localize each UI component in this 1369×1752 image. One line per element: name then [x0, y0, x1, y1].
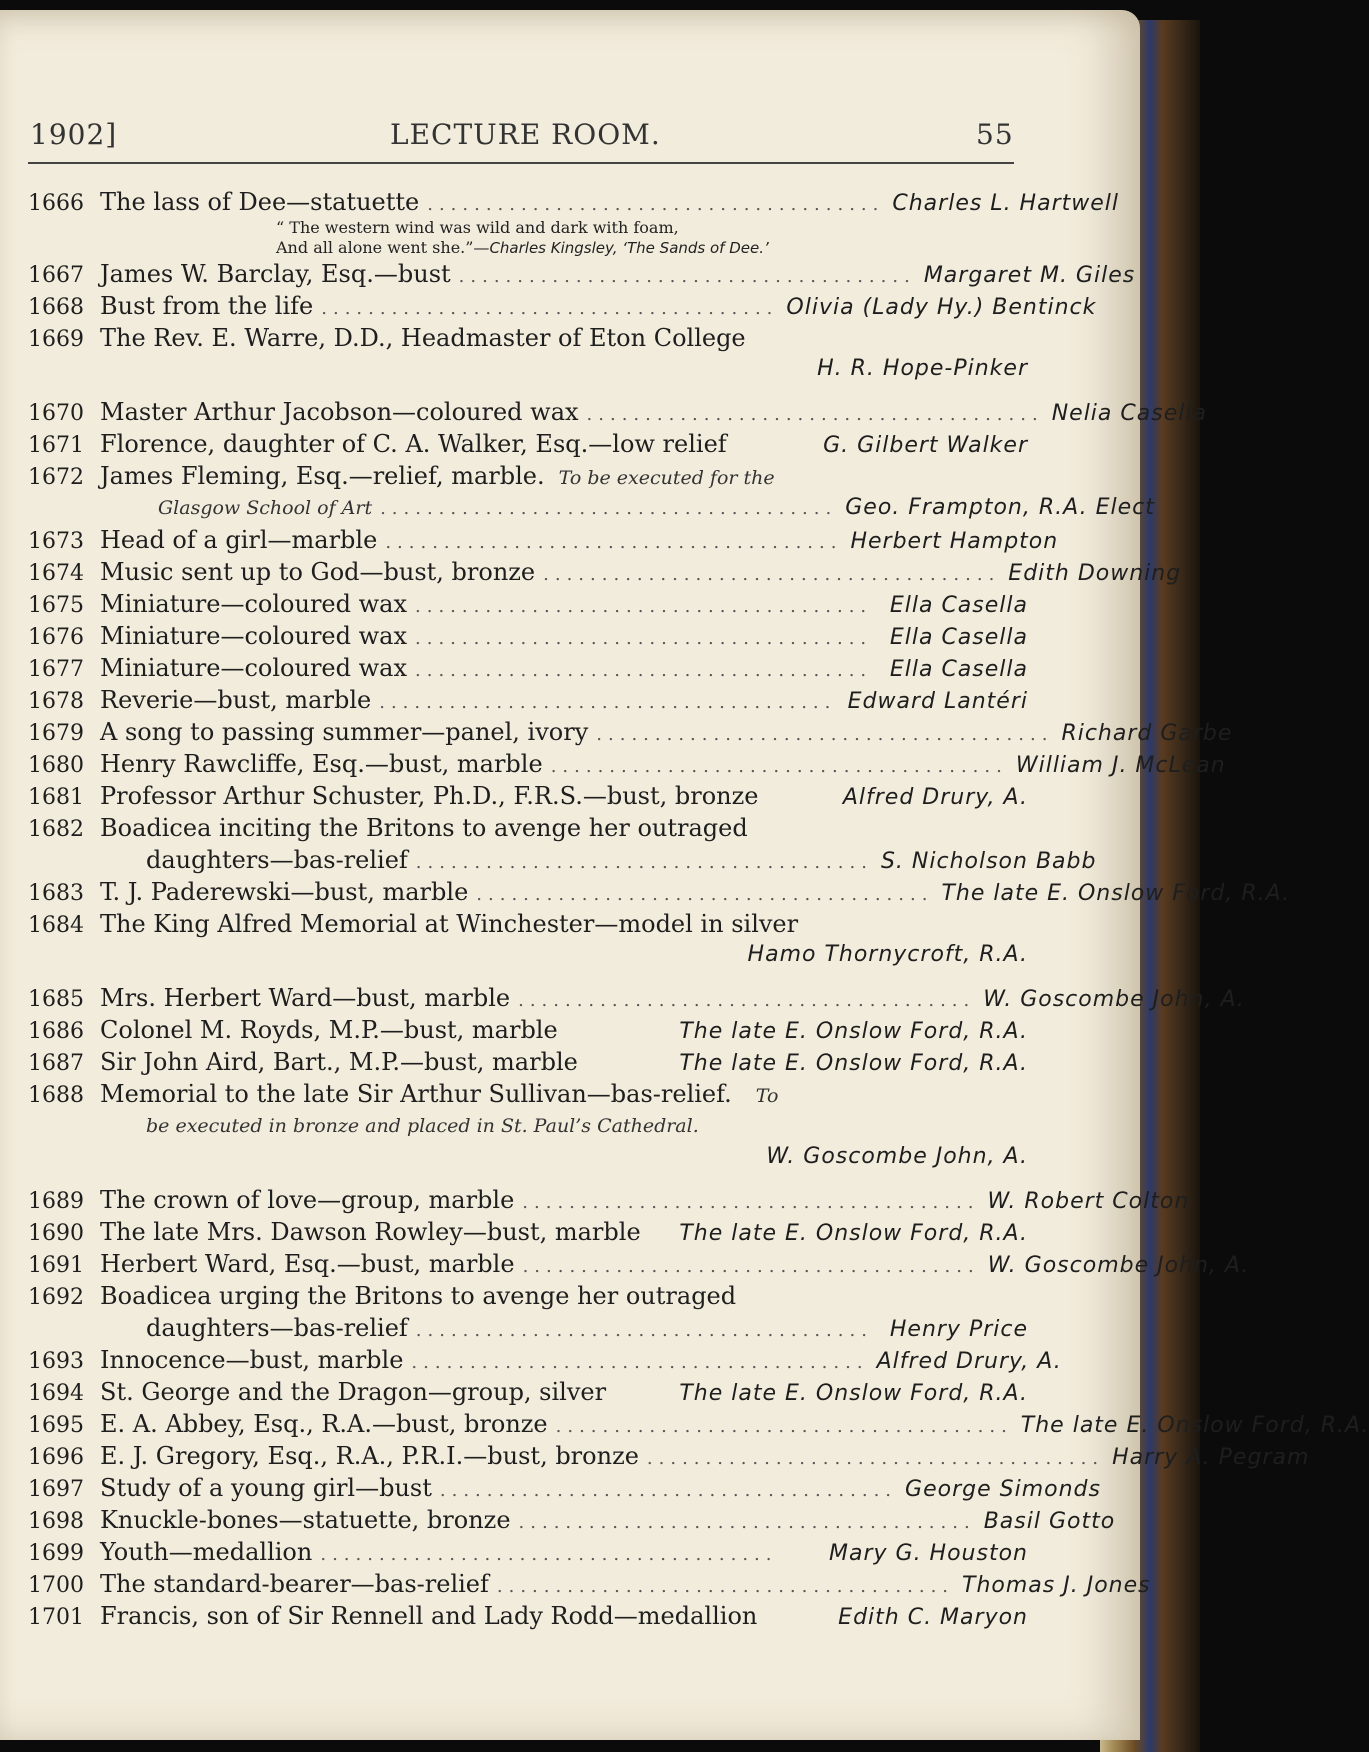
entry-artist: The late E. Onslow Ford, R.A.: [679, 1381, 1028, 1406]
entry-number: 1689: [28, 1189, 84, 1214]
entry-title: Miniature—coloured wax: [100, 622, 407, 650]
entry-number: 1667: [28, 263, 84, 288]
catalogue-entry: [28, 1600, 1028, 1632]
catalogue-entry: 1692 Boadicea urging the Britons to avenge her outraged daughters—bas-relief ....................................... Henry Price: [28, 1280, 1028, 1344]
catalogue-entry: [28, 1014, 1028, 1046]
entry-artist: The late E. Onslow Ford, R.A.: [1020, 1413, 1369, 1438]
entry-artist: Margaret M. Giles: [923, 263, 1136, 288]
entry-title: James Fleming, Esq.—relief, marble.: [100, 462, 545, 490]
entry-artist: S. Nicholson Babb: [880, 849, 1097, 874]
entry-artist: Edward Lantéri: [847, 689, 1028, 714]
entry-number: 1693: [28, 1349, 84, 1374]
entry-title: Boadicea urging the Britons to avenge her outraged: [100, 1282, 737, 1310]
entry-artist: Ella Casella: [889, 593, 1028, 618]
entry-artist: Edith Downing: [1008, 561, 1182, 586]
entry-title: The Rev. E. Warre, D.D., Headmaster of Eton College: [100, 324, 746, 352]
entry-number: 1690: [28, 1221, 84, 1246]
catalogue-entry: [28, 322, 1028, 384]
entry-number: 1681: [28, 785, 84, 810]
entry-number: 1676: [28, 625, 84, 650]
entry-artist: G. Gilbert Walker: [823, 433, 1028, 458]
entry-number: 1670: [28, 401, 84, 426]
entry-title: T. J. Paderewski—bust, marble: [100, 878, 469, 906]
entry-note-continued: Glasgow School of Art: [158, 497, 373, 519]
entry-quote: “ The western wind was wild and dark with foam, And all alone went she.”—Charles Kingsley, ‘The Sands of Dee.’: [276, 218, 769, 257]
entry-artist: Ella Casella: [889, 657, 1028, 682]
header-year: 1902]: [30, 118, 118, 151]
entry-title: Music sent up to God—bust, bronze: [100, 558, 536, 586]
entry-artist: Thomas J. Jones: [962, 1573, 1151, 1598]
entry-title: A song to passing summer—panel, ivory: [100, 718, 589, 746]
entry-artist: Charles L. Hartwell: [892, 191, 1119, 216]
entry-number: 1698: [28, 1509, 84, 1534]
entry-number: 1694: [28, 1381, 84, 1406]
entry-artist: Nelia Casella: [1051, 401, 1207, 426]
entry-title: Sir John Aird, Bart., M.P.—bust, marble: [100, 1048, 578, 1076]
entry-title: Miniature—coloured wax: [100, 590, 407, 618]
catalogue-entry: [28, 780, 1028, 812]
catalogue-entry: 1691 Herbert Ward, Esq.—bust, marble ....................................... W. Goscombe John, A.: [28, 1248, 1028, 1280]
catalogue-entry: 1676 Miniature—coloured wax ....................................... Ella Casella: [28, 620, 1028, 652]
catalogue-entry: [28, 1078, 1028, 1172]
entry-artist: H. R. Hope-Pinker: [817, 356, 1028, 381]
entry-title: The standard-bearer—bas-relief: [100, 1570, 489, 1598]
entry-title: The crown of love—group, marble: [100, 1186, 515, 1214]
entry-note: To be executed for the: [558, 467, 775, 489]
entry-number: 1672: [28, 465, 84, 490]
entry-artist: W. Robert Colton: [987, 1189, 1190, 1214]
entry-artist: Henry Price: [889, 1317, 1028, 1342]
catalogue-entry: [28, 908, 1028, 970]
entry-artist: The late E. Onslow Ford, R.A.: [679, 1051, 1028, 1076]
entry-number: 1682: [28, 817, 84, 842]
catalogue-entry: 1667 James W. Barclay, Esq.—bust ....................................... Margaret M. Giles: [28, 258, 1028, 290]
catalogue-entry: [28, 1376, 1028, 1408]
entry-note-continued: be executed in bronze and placed in St. Paul’s Cathedral.: [146, 1115, 699, 1137]
entry-artist: W. Goscombe John, A.: [983, 987, 1245, 1012]
entry-artist: Edith C. Maryon: [838, 1605, 1028, 1630]
entry-title: Henry Rawcliffe, Esq.—bust, marble: [100, 750, 543, 778]
catalogue-entry: 1683 T. J. Paderewski—bust, marble ....................................... The late E. Onslow Ford, R.A.: [28, 876, 1028, 908]
entry-number: 1666: [28, 191, 84, 216]
entry-artist: Geo. Frampton, R.A. Elect: [845, 495, 1155, 520]
catalogue-entry: 1679 A song to passing summer—panel, ivory ....................................... Richard Garbe: [28, 716, 1028, 748]
entry-title: Francis, son of Sir Rennell and Lady Rodd—medallion: [100, 1602, 758, 1630]
entry-number: 1691: [28, 1253, 84, 1278]
catalogue-entry: 1678 Reverie—bust, marble ....................................... Edward Lantéri: [28, 684, 1028, 716]
catalogue-entry: [28, 1046, 1028, 1078]
catalogue-entry: 1698 Knuckle-bones—statuette, bronze ....................................... Basil Gotto: [28, 1504, 1028, 1536]
header-title: LECTURE ROOM.: [390, 118, 661, 151]
entry-artist: W. Goscombe John, A.: [987, 1253, 1250, 1278]
entry-number: 1700: [28, 1573, 84, 1598]
entry-number: 1685: [28, 987, 84, 1012]
entry-number: 1677: [28, 657, 84, 682]
header-rule: [28, 162, 1014, 164]
entry-artist: The late E. Onslow Ford, R.A.: [679, 1019, 1028, 1044]
entry-artist: Herbert Hampton: [850, 529, 1059, 554]
entry-title: Mrs. Herbert Ward—bust, marble: [100, 984, 511, 1012]
catalogue-entry: 1673 Head of a girl—marble ....................................... Herbert Hampton: [28, 524, 1028, 556]
entry-artist: Alfred Drury, A.: [842, 785, 1028, 810]
entry-title: Bust from the life: [100, 292, 314, 320]
catalogue-entry: [28, 1216, 1028, 1248]
entry-title: The lass of Dee—statuette: [100, 188, 420, 216]
entry-number: 1699: [28, 1541, 84, 1566]
entry-number: 1701: [28, 1605, 84, 1630]
running-header: [30, 118, 1014, 158]
entry-number: 1697: [28, 1477, 84, 1502]
entry-title: The late Mrs. Dawson Rowley—bust, marble: [100, 1218, 641, 1246]
catalogue-entry: 1700 The standard-bearer—bas-relief ....................................... Thomas J. Jones: [28, 1568, 1028, 1600]
entry-title: St. George and the Dragon—group, silver: [100, 1378, 607, 1406]
entry-number: 1683: [28, 881, 84, 906]
entry-number: 1673: [28, 529, 84, 554]
entry-number: 1680: [28, 753, 84, 778]
entry-artist: Harry A. Pegram: [1112, 1445, 1310, 1470]
catalogue-entry: 1680 Henry Rawcliffe, Esq.—bust, marble ....................................... William J. McLean: [28, 748, 1028, 780]
entry-artist: Hamo Thornycroft, R.A.: [747, 942, 1028, 967]
entry-title: James W. Barclay, Esq.—bust: [100, 260, 451, 288]
entry-title: Head of a girl—marble: [100, 526, 378, 554]
entry-title: Florence, daughter of C. A. Walker, Esq.—low relief: [100, 430, 727, 458]
entry-title: Memorial to the late Sir Arthur Sullivan—bas-relief.: [100, 1080, 732, 1108]
entry-number: 1696: [28, 1445, 84, 1470]
catalogue-entry: 1696 E. J. Gregory, Esq., R.A., P.R.I.—bust, bronze ....................................... Harry A. Pegram: [28, 1440, 1028, 1472]
entry-title: Youth—medallion: [100, 1538, 313, 1566]
catalogue-entry: 1689 The crown of love—group, marble ....................................... W. Robert Colton: [28, 1184, 1028, 1216]
catalogue-entry: 1685 Mrs. Herbert Ward—bust, marble ....................................... W. Goscombe John, A.: [28, 982, 1028, 1014]
entry-artist: Ella Casella: [889, 625, 1028, 650]
entry-title-continued: daughters—bas-relief: [146, 846, 408, 874]
entry-artist: Richard Garbe: [1061, 721, 1233, 746]
entry-title: Reverie—bust, marble: [100, 686, 372, 714]
catalogue-entry: 1670 Master Arthur Jacobson—coloured wax ....................................... Nelia Casella: [28, 396, 1028, 428]
entry-artist: Alfred Drury, A.: [876, 1349, 1062, 1374]
catalogue-entry: 1668 Bust from the life ....................................... Olivia (Lady Hy.) Bentinck: [28, 290, 1028, 322]
page-number: 55: [976, 118, 1014, 151]
entry-title: Innocence—bust, marble: [100, 1346, 404, 1374]
entry-note: To: [755, 1085, 779, 1107]
entry-artist: Basil Gotto: [983, 1509, 1116, 1534]
entry-title: Herbert Ward, Esq.—bust, marble: [100, 1250, 515, 1278]
entry-number: 1679: [28, 721, 84, 746]
entry-artist: Olivia (Lady Hy.) Bentinck: [786, 295, 1097, 320]
entry-number: 1692: [28, 1285, 84, 1310]
catalogue-entry: 1674 Music sent up to God—bust, bronze ....................................... Edith Downing: [28, 556, 1028, 588]
catalogue-entry: 1682 Boadicea inciting the Britons to avenge her outraged daughters—bas-relief ....................................... S. Nicholson Babb: [28, 812, 1028, 876]
catalogue-entry: 1675 Miniature—coloured wax ....................................... Ella Casella: [28, 588, 1028, 620]
book-page: [0, 10, 1369, 1740]
entry-title: E. A. Abbey, Esq., R.A.—bust, bronze: [100, 1410, 548, 1438]
catalogue-entry: 1699 Youth—medallion ....................................... Mary G. Houston: [28, 1536, 1028, 1568]
entry-title: Professor Arthur Schuster, Ph.D., F.R.S.—bust, bronze: [100, 782, 759, 810]
entry-artist: The late E. Onslow Ford, R.A.: [679, 1221, 1028, 1246]
entry-title: Knuckle-bones—statuette, bronze: [100, 1506, 511, 1534]
entry-number: 1678: [28, 689, 84, 714]
entry-title: Colonel M. Royds, M.P.—bust, marble: [100, 1016, 558, 1044]
catalogue-entry: 1672 James Fleming, Esq.—relief, marble. To be executed for the Glasgow School of Art ....................................... Geo. Frampton, R.A. Elect: [28, 460, 1028, 524]
entry-title: Study of a young girl—bust: [100, 1474, 432, 1502]
catalogue-entry: 1697 Study of a young girl—bust ....................................... George Simonds: [28, 1472, 1028, 1504]
entry-number: 1674: [28, 561, 84, 586]
entry-number: 1684: [28, 913, 84, 938]
entry-artist: Mary G. Houston: [829, 1541, 1028, 1566]
entry-number: 1686: [28, 1019, 84, 1044]
entry-title: The King Alfred Memorial at Winchester—model in silver: [100, 910, 799, 938]
entry-artist: The late E. Onslow Ford, R.A.: [941, 881, 1291, 906]
catalogue-entry: [28, 428, 1028, 460]
entry-number: 1688: [28, 1083, 84, 1108]
entry-artist: W. Goscombe John, A.: [766, 1144, 1028, 1169]
entry-artist: William J. McLean: [1015, 753, 1226, 778]
entry-title: Master Arthur Jacobson—coloured wax: [100, 398, 579, 426]
entry-artist: George Simonds: [905, 1477, 1101, 1502]
entry-number: 1671: [28, 433, 84, 458]
entry-number: 1675: [28, 593, 84, 618]
catalogue-list: [28, 186, 1369, 1632]
entry-number: 1695: [28, 1413, 84, 1438]
catalogue-entry: 1695 E. A. Abbey, Esq., R.A.—bust, bronze ....................................... The late E. Onslow Ford, R.A.: [28, 1408, 1028, 1440]
entry-title-continued: daughters—bas-relief: [146, 1314, 408, 1342]
entry-title: Miniature—coloured wax: [100, 654, 407, 682]
entry-number: 1669: [28, 327, 84, 352]
entry-number: 1687: [28, 1051, 84, 1076]
entry-title: E. J. Gregory, Esq., R.A., P.R.I.—bust, bronze: [100, 1442, 639, 1470]
catalogue-entry: 1677 Miniature—coloured wax ....................................... Ella Casella: [28, 652, 1028, 684]
entry-number: 1668: [28, 295, 84, 320]
entry-title: Boadicea inciting the Britons to avenge her outraged: [100, 814, 748, 842]
catalogue-entry: 1693 Innocence—bust, marble ....................................... Alfred Drury, A.: [28, 1344, 1028, 1376]
catalogue-entry: 1666 The lass of Dee—statuette ....................................... Charles L. Hartwell “ The western wind was wild and dark with foam, And all alone went she.”—Charles Kingsley, ‘The Sands of Dee.’: [28, 188, 1119, 257]
